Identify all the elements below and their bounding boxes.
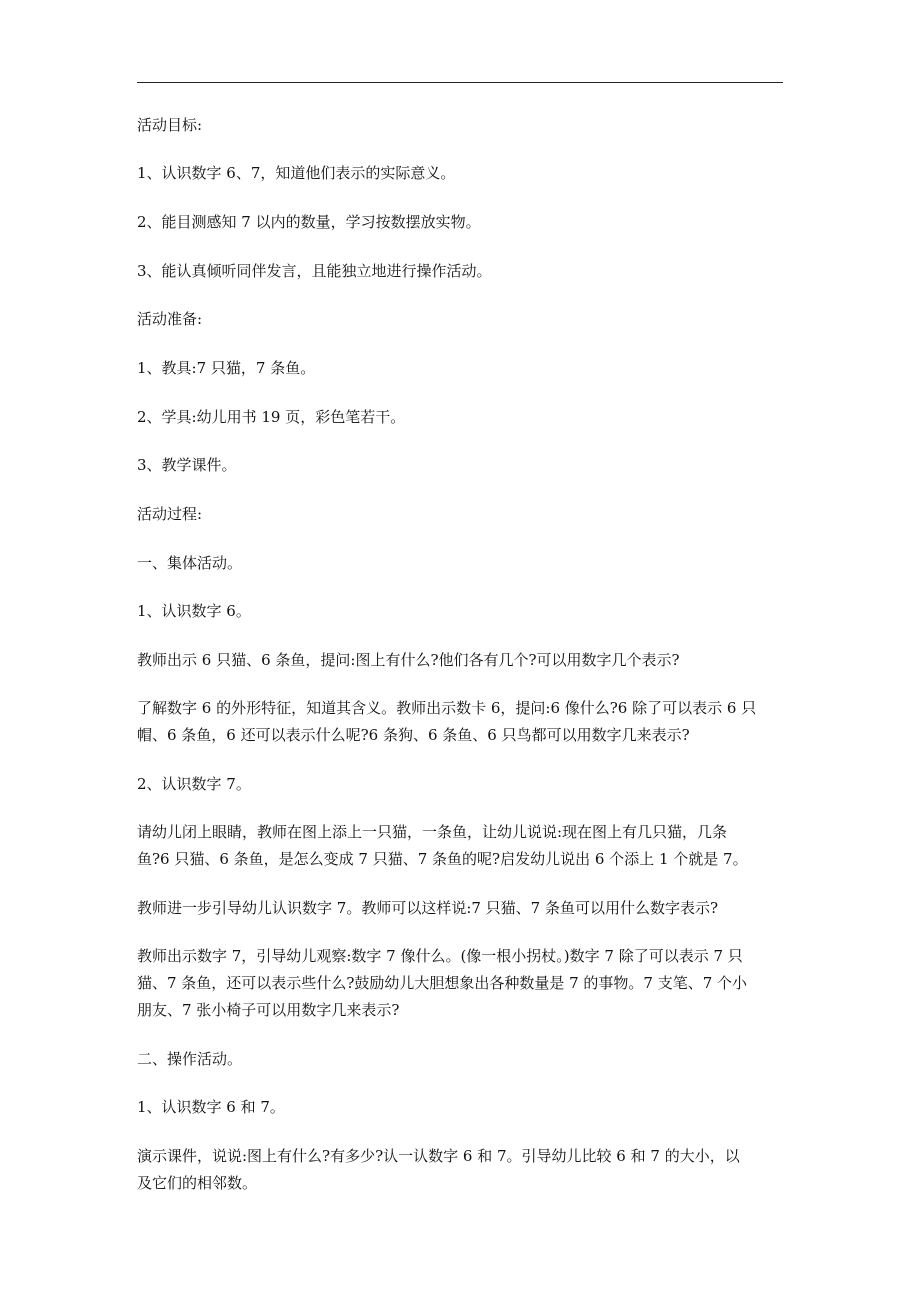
paragraph-5-line-2: 猫、7 条鱼，还可以表示些什么?鼓励幼儿大胆想象出各种数量是 7 的事物。7 支笔、7 个小 — [137, 974, 748, 992]
step-1-1: 1、认识数字 6。 — [137, 602, 251, 620]
goal-2: 2、能目测感知 7 以内的数量，学习按数摆放实物。 — [137, 213, 481, 231]
heading-goals: 活动目标: — [137, 116, 203, 134]
header-rule — [137, 82, 783, 83]
paragraph-2-line-1: 了解数字 6 的外形特征，知道其含义。教师出示数卡 6，提问:6 像什么?6 除了可以表示 6 只 — [137, 699, 757, 717]
paragraph-5-line-1: 教师出示数字 7，引导幼儿观察:数字 7 像什么。(像一根小拐杖。)数字 7 除了可以表示 7 只 — [137, 947, 743, 965]
paragraph-6-line-2: 及它们的相邻数。 — [137, 1174, 258, 1192]
paragraph-6-line-1: 演示课件，说说:图上有什么?有多少?认一认数字 6 和 7。引导幼儿比较 6 和 7 的大小，以 — [137, 1147, 740, 1165]
paragraph-1: 教师出示 6 只猫、6 条鱼，提问:图上有什么?他们各有几个?可以用数字几个表示? — [137, 651, 680, 669]
paragraph-3-line-2: 鱼?6 只猫、6 条鱼，是怎么变成 7 只猫、7 条鱼的呢?启发幼儿说出 6 个添上 1 个就是 7。 — [137, 850, 748, 868]
step-2-1: 1、认识数字 6 和 7。 — [137, 1098, 285, 1116]
prep-1: 1、教具:7 只猫，7 条鱼。 — [137, 359, 316, 377]
section-1-heading: 一、集体活动。 — [137, 554, 243, 572]
heading-prep: 活动准备: — [137, 310, 203, 328]
step-1-2: 2、认识数字 7。 — [137, 775, 251, 793]
goal-3: 3、能认真倾听同伴发言，且能独立地进行操作活动。 — [137, 262, 492, 280]
paragraph-2-line-2: 帽、6 条鱼，6 还可以表示什么呢?6 条狗、6 条鱼、6 只鸟都可以用数字几来表示? — [137, 726, 690, 744]
prep-3: 3、教学课件。 — [137, 456, 237, 474]
paragraph-4: 教师进一步引导幼儿认识数字 7。教师可以这样说:7 只猫、7 条鱼可以用什么数字表示? — [137, 899, 719, 917]
section-2-heading: 二、操作活动。 — [137, 1050, 243, 1068]
paragraph-3-line-1: 请幼儿闭上眼睛，教师在图上添上一只猫，一条鱼，让幼儿说说:现在图上有几只猫，几条 — [137, 823, 728, 841]
goal-1: 1、认识数字 6、7，知道他们表示的实际意义。 — [137, 164, 456, 182]
heading-process: 活动过程: — [137, 505, 203, 523]
paragraph-5-line-3: 朋友、7 张小椅子可以用数字几来表示? — [137, 1001, 400, 1019]
prep-2: 2、学具:幼儿用书 19 页，彩色笔若干。 — [137, 408, 406, 426]
